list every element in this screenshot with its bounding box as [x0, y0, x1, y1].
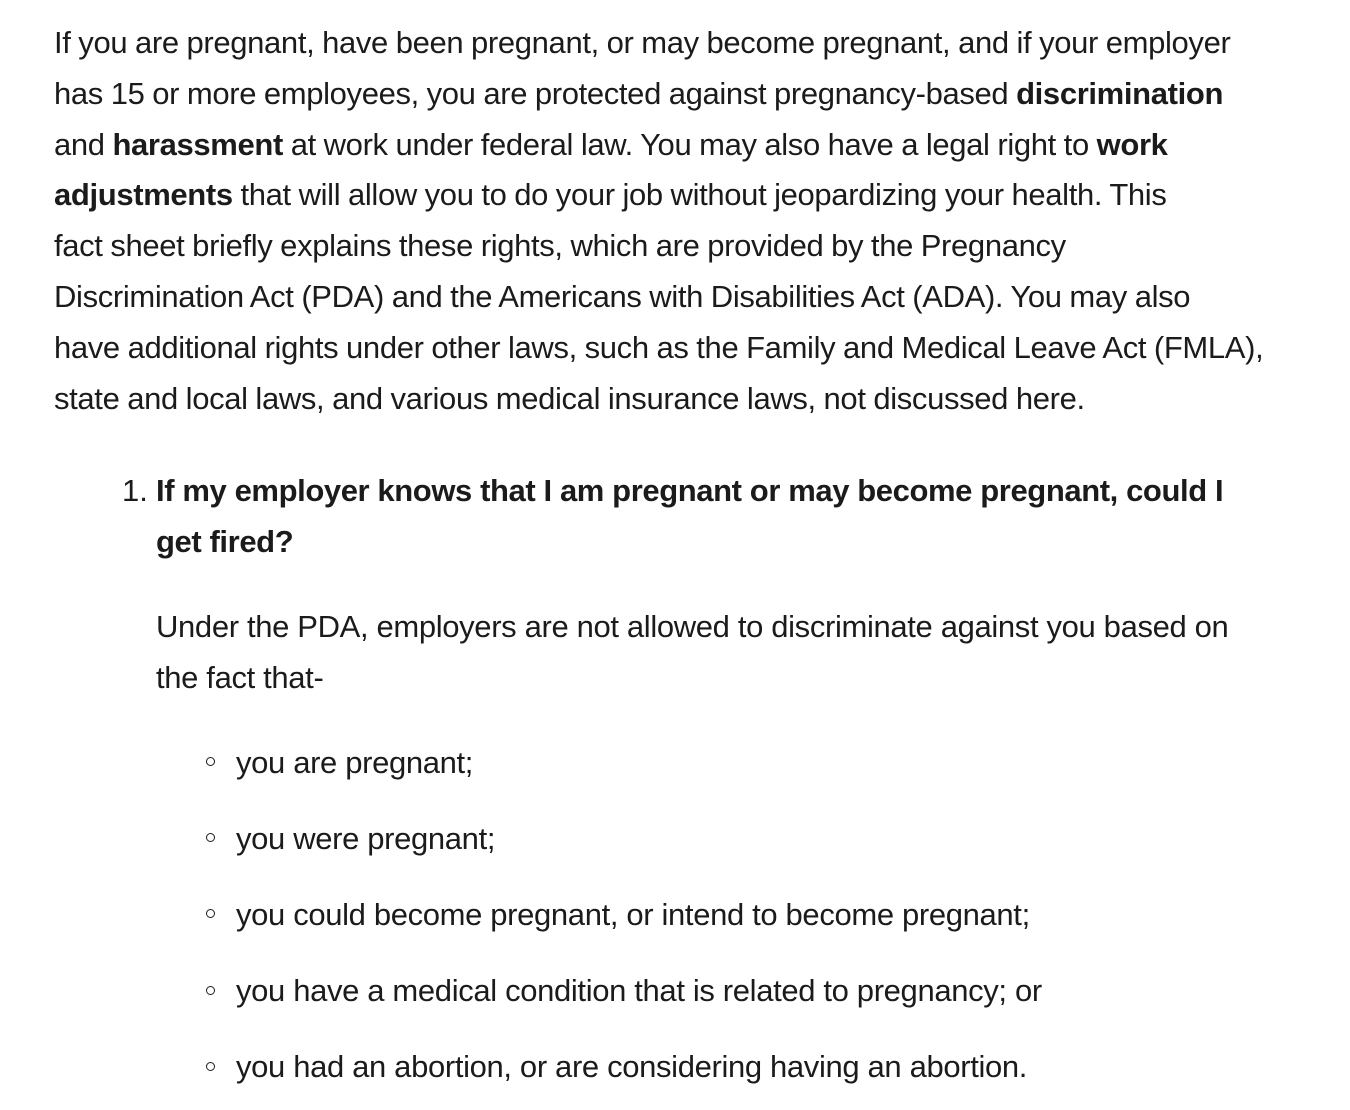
question-item: [122, 466, 1320, 1093]
harassment-term: harassment: [112, 126, 283, 162]
discrimination-term: discrimination: [1016, 75, 1224, 111]
answer-line: Under the PDA, employers are not allowed to discriminate against you based on: [156, 608, 1229, 644]
circle-bullet-icon: [206, 833, 215, 842]
circle-bullet-icon: [206, 909, 215, 918]
circle-bullet-icon: [206, 1062, 215, 1071]
work-adjustments-term: work: [1096, 126, 1168, 162]
intro-line: If you are pregnant, have been pregnant, or may become pregnant, and if your employer: [54, 25, 1231, 60]
list-item: you have a medical condition that is related to pregnancy; or: [206, 966, 1320, 1017]
answer-paragraph: [156, 602, 1320, 704]
intro-line: state and local laws, and various medical insurance laws, not discussed here.: [54, 380, 1085, 416]
answer-line: the fact that-: [156, 659, 324, 695]
intro-line: at work under federal law. You may also have a legal right to: [282, 126, 1097, 162]
intro-line: have additional rights under other laws, such as the Family and Medical Leave Act (FMLA),: [54, 329, 1264, 365]
intro-line: fact sheet briefly explains these rights, which are provided by the Pregnancy: [54, 228, 1066, 264]
list-item: you are pregnant;: [206, 738, 1320, 789]
intro-paragraph: [54, 18, 1320, 424]
question-heading: [156, 466, 1320, 568]
intro-line: has 15 or more employees, you are protected against pregnancy-based: [54, 75, 1017, 111]
list-item: you had an abortion, or are considering having an abortion.: [206, 1042, 1320, 1093]
list-item: you were pregnant;: [206, 814, 1320, 865]
protected-conditions-list: [156, 738, 1320, 1094]
circle-bullet-icon: [206, 986, 215, 995]
intro-line: and: [54, 126, 113, 162]
intro-line: Discrimination Act (PDA) and the Americans with Disabilities Act (ADA). You may also: [54, 278, 1191, 314]
question-line: get fired?: [156, 524, 294, 560]
list-item: you could become pregnant, or intend to become pregnant;: [206, 890, 1320, 941]
questions-list: [54, 466, 1320, 1093]
circle-bullet-icon: [206, 757, 215, 766]
question-number: 1.: [122, 473, 148, 509]
question-line: If my employer knows that I am pregnant or may become pregnant, could I: [156, 473, 1224, 509]
intro-line: that will allow you to do your job without jeopardizing your health. This: [232, 177, 1167, 213]
work-adjustments-term: adjustments: [54, 177, 233, 213]
